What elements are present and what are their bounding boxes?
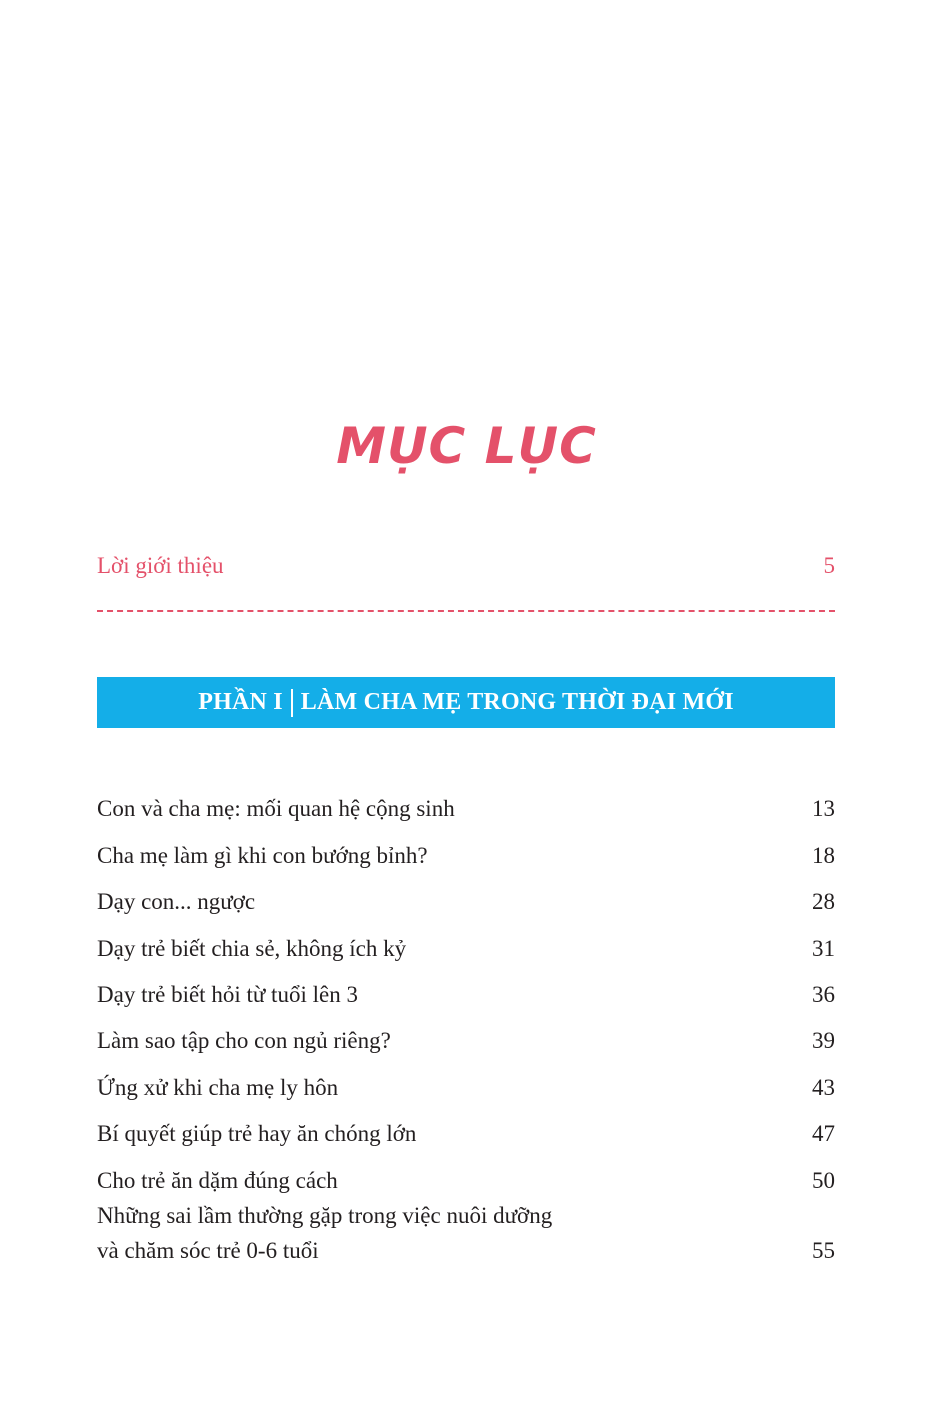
dashed-divider [97,610,835,612]
part-name: LÀM CHA MẸ TRONG THỜI ĐẠI MỚI [300,689,734,715]
toc-entry-title: Con và cha mẹ: mối quan hệ cộng sinh [97,796,455,822]
toc-entry-page: 31 [812,935,835,961]
toc-entry[interactable] [97,919,835,965]
toc-entry[interactable] [97,1058,835,1104]
toc-entry-title: Bí quyết giúp trẻ hay ăn chóng lớn [97,1121,417,1147]
toc-entry-page: 36 [812,981,835,1007]
toc-entry-title: Cha mẹ làm gì khi con bướng bỉnh? [97,842,428,868]
toc-entry-page: 28 [812,889,835,915]
toc-entry-title-line: Những sai lầm thường gặp trong việc nuôi dưỡng [97,1202,553,1228]
toc-intro-entry[interactable] [97,549,835,583]
part-number: PHẦN I [198,689,283,715]
toc-entry-page: 18 [812,842,835,868]
toc-entry-page: 50 [812,1167,835,1193]
toc-entry-title: Dạy con... ngược [97,889,256,915]
toc-intro-page: 5 [823,553,835,578]
toc-entry-title-line: và chăm sóc trẻ 0-6 tuổi [97,1237,319,1263]
toc-entry[interactable] [97,966,835,1012]
toc-entry[interactable] [97,1151,835,1197]
toc-list [97,780,835,1268]
toc-entry-page: 55 [812,1237,835,1263]
toc-entry-title: Dạy trẻ biết hỏi từ tuổi lên 3 [97,981,358,1007]
part-separator [291,689,293,717]
toc-entry-title: Làm sao tập cho con ngủ riêng? [97,1028,391,1054]
page-title: MỤC LỤC [336,417,597,475]
toc-entry[interactable] [97,1012,835,1058]
part-banner [97,677,835,728]
toc-entry-page: 47 [812,1121,835,1147]
toc-entry-title: Ứng xử khi cha mẹ ly hôn [97,1074,339,1100]
toc-entry[interactable] [97,826,835,872]
toc-entry-title [97,1198,552,1268]
toc-entry[interactable] [97,1105,835,1151]
toc-entry-title: Cho trẻ ăn dặm đúng cách [97,1167,338,1193]
toc-entry-page: 43 [812,1074,835,1100]
toc-entry[interactable] [97,780,835,826]
toc-entry-page: 39 [812,1028,835,1054]
toc-entry[interactable] [97,873,835,919]
toc-entry-title: Dạy trẻ biết chia sẻ, không ích kỷ [97,935,407,961]
toc-entry[interactable] [97,1198,835,1268]
toc-intro-label: Lời giới thiệu [97,553,224,578]
toc-entry-page: 13 [812,796,835,822]
